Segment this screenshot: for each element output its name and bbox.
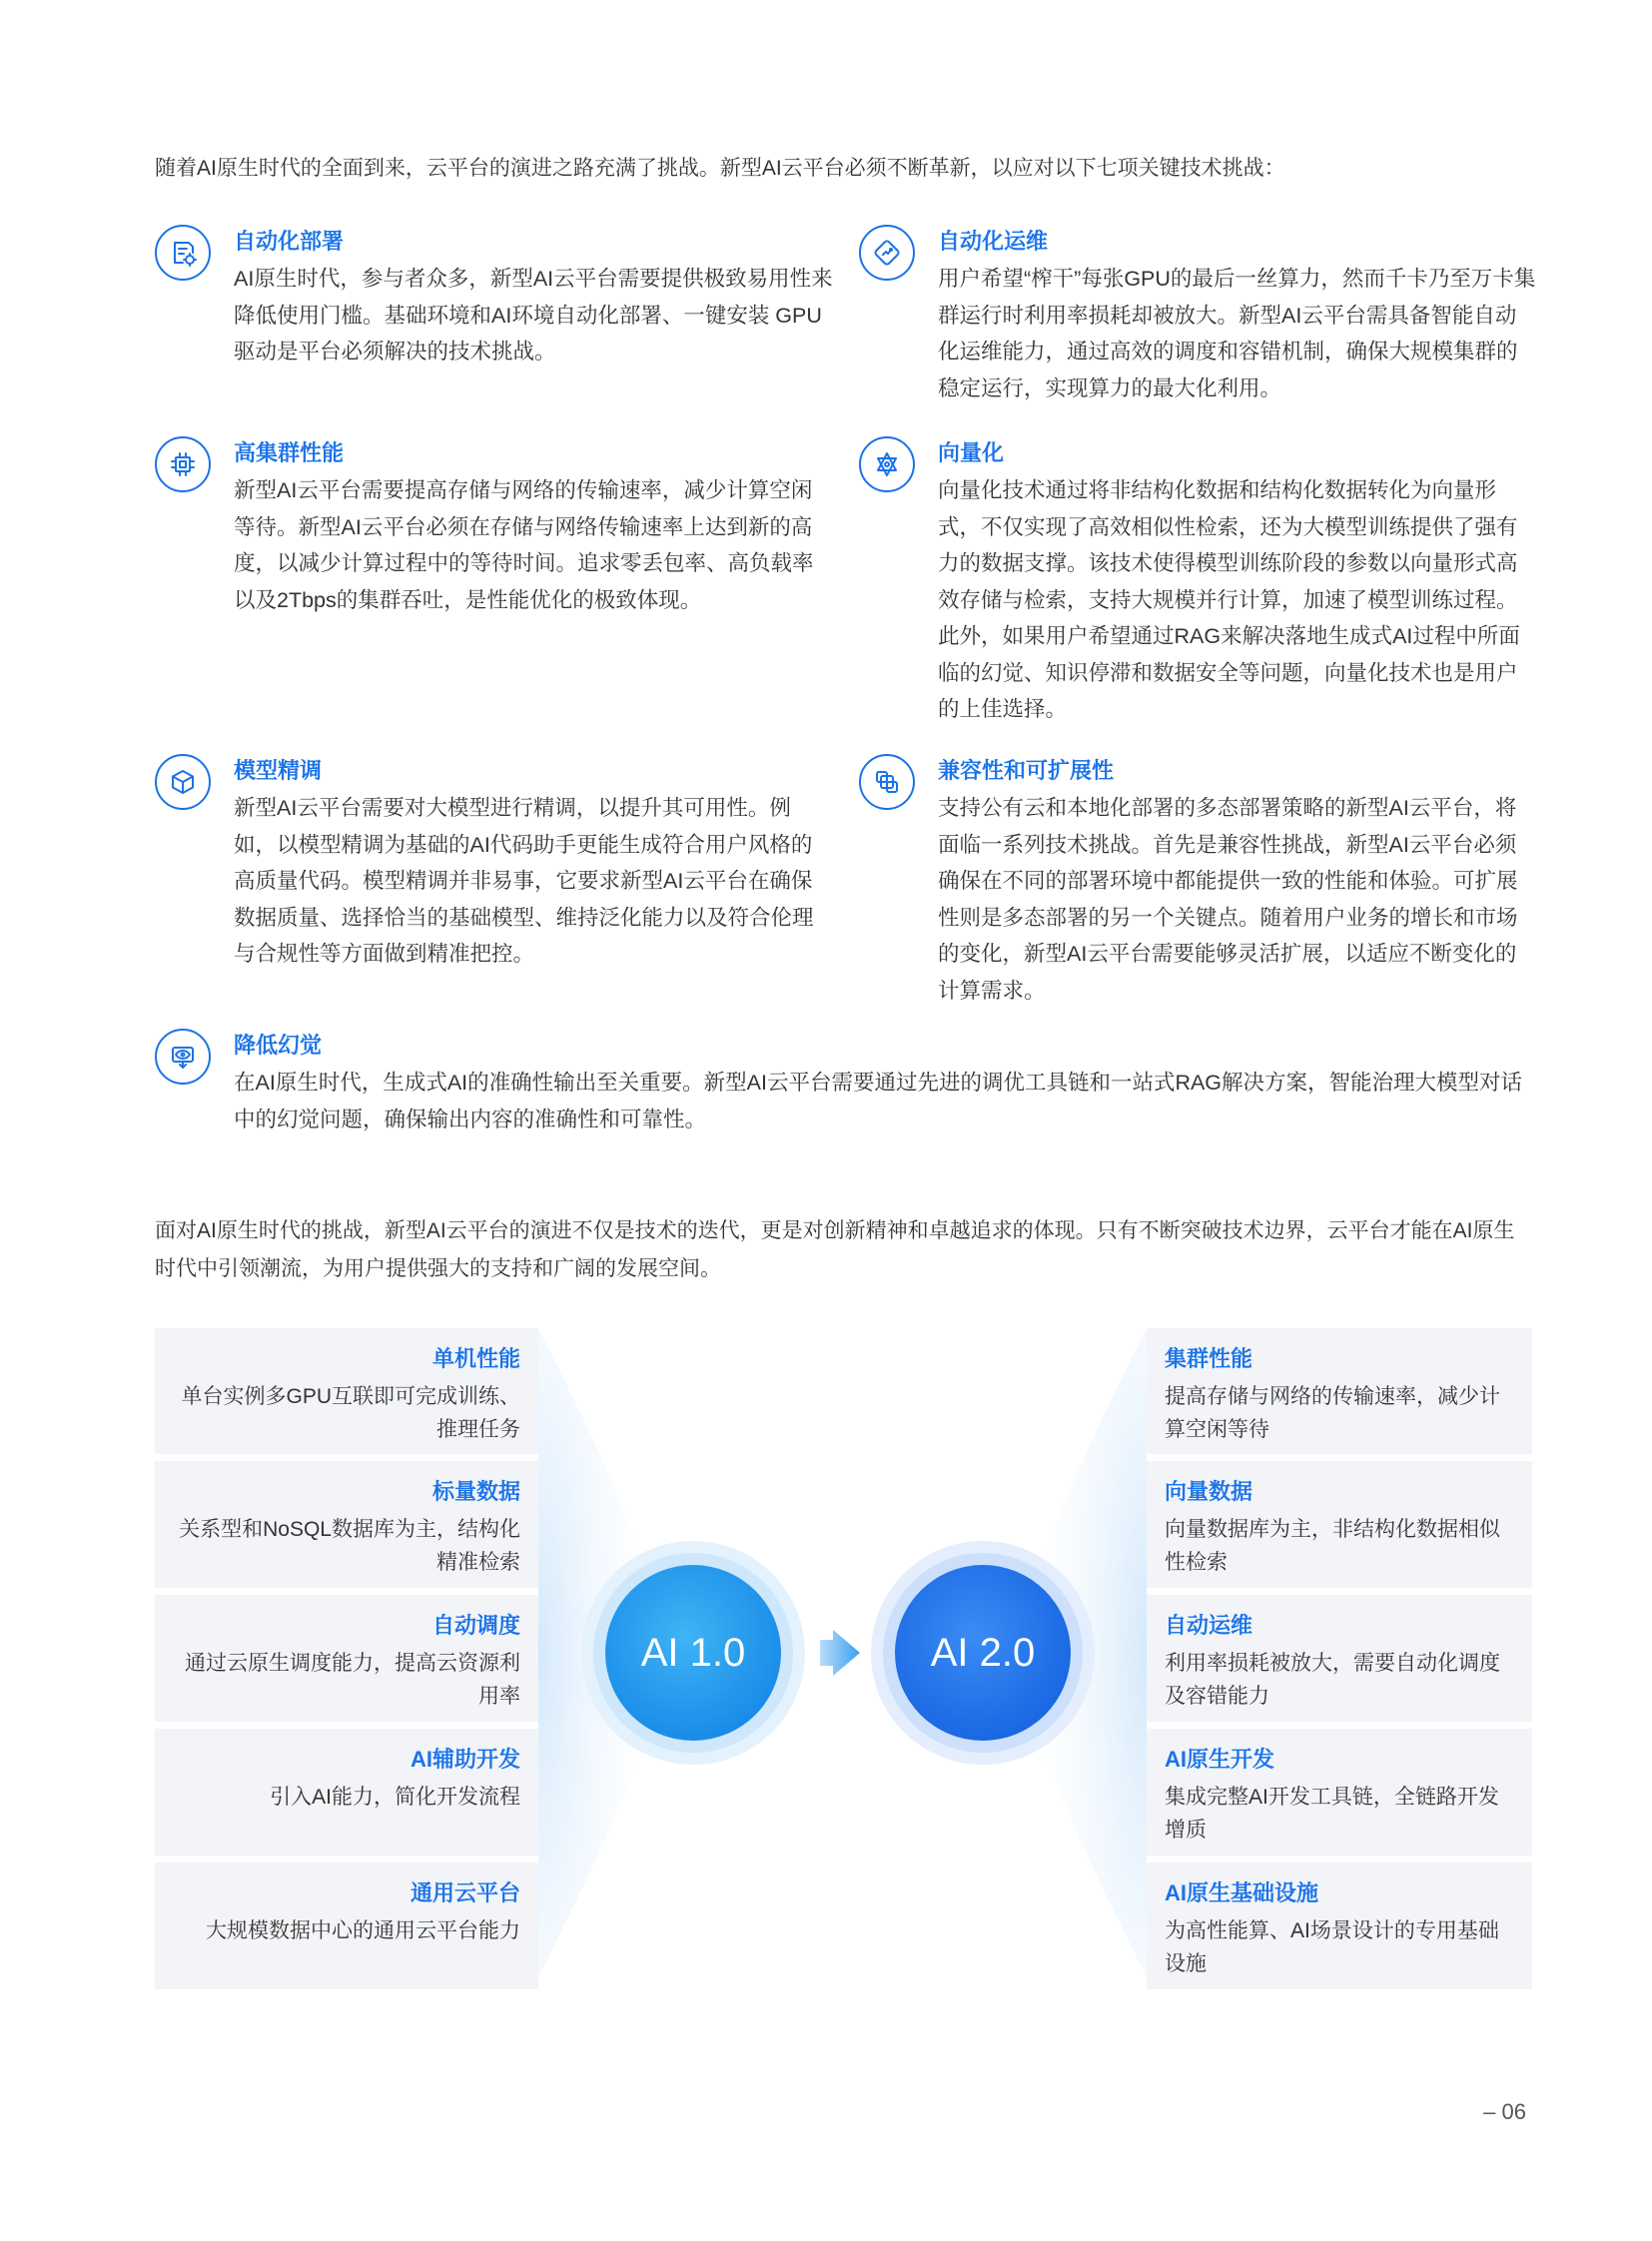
feature-title: 自动化运维 — [938, 229, 1049, 254]
feature-desc: AI原生时代，参与者众多，新型AI云平台需要提供极致易用性来降低使用门槛。基础环境和AI环境自动化部署、一键安装 GPU驱动是平台必须解决的技术挑战。 — [234, 267, 833, 364]
feature-desc: 支持公有云和本地化部署的多态部署策略的新型AI云平台，将面临一系列技术挑战。首先是兼容性挑战，新型AI云平台必须确保在不同的部署环境中都能提供一致的性能和体验。可扩展性则是多态部署的另一个关键点。随着用户业务的增长和市场的变化，新型AI云平台需要能够灵活扩展，以适应不断变化的计算需求。 — [938, 796, 1518, 1003]
arrow-right-icon — [820, 1630, 860, 1676]
feature-vectorization — [859, 436, 1538, 721]
ai2-card — [1147, 1328, 1532, 1454]
intro-paragraph: 随着AI原生时代的全面到来，云平台的演进之路充满了挑战。新型AI云平台必须不断革新，以应对以下七项关键技术挑战： — [155, 157, 1285, 180]
feature-cluster-performance — [155, 436, 834, 636]
card-title: 向量数据 — [1165, 1479, 1253, 1504]
feature-desc: 用户希望“榨干”每张GPU的最后一丝算力，然而千卡乃至万卡集群运行时利用率损耗却被放大。新型AI云平台需具备智能自动化运维能力，通过高效的调度和容错机制，确保大规模集群的稳定运行，实现算力的最大化利用。 — [938, 267, 1536, 400]
card-desc: 引入AI能力，简化开发流程 — [270, 1786, 520, 1809]
ai-evolution-diagram — [538, 1328, 1147, 1977]
summary-paragraph: 面对AI原生时代的挑战，新型AI云平台的演进不仅是技术的迭代，更是对创新精神和卓越追求的体现。只有不断突破技术边界，云平台才能在AI原生时代中引领潮流，为用户提供强大的支持和广阔的发展空间。 — [155, 1219, 1515, 1280]
ai2-card — [1147, 1863, 1532, 1989]
ops-icon — [859, 225, 915, 281]
card-title: AI原生基础设施 — [1165, 1880, 1319, 1905]
feature-desc: 新型AI云平台需要对大模型进行精调，以提升其可用性。例如，以模型精调为基础的AI代码助手更能生成符合用户风格的高质量代码。模型精调并非易事，它要求新型AI云平台在确保数据质量、选择恰当的基础模型、维持泛化能力以及符合伦理与合规性等方面做到精准把控。 — [234, 796, 814, 966]
ai2-card — [1147, 1595, 1532, 1722]
feature-desc: 在AI原生时代，生成式AI的准确性输出至关重要。新型AI云平台需要通过先进的调优工具链和一站式RAG解决方案，智能治理大模型对话中的幻觉问题，确保输出内容的准确性和可靠性。 — [234, 1071, 1523, 1131]
card-title: 自动运维 — [1165, 1613, 1253, 1638]
ai1-card — [155, 1595, 538, 1722]
card-title: AI辅助开发 — [410, 1747, 520, 1772]
feature-model-finetune — [155, 754, 834, 974]
card-title: AI原生开发 — [1165, 1747, 1275, 1772]
card-desc: 关系型和NoSQL数据库为主，结构化精准检索 — [179, 1518, 520, 1574]
card-title: 集群性能 — [1165, 1346, 1253, 1371]
ai1-card — [155, 1863, 538, 1989]
feature-auto-deploy — [155, 225, 834, 384]
ai2-card — [1147, 1461, 1532, 1588]
card-desc: 向量数据库为主，非结构化数据相似性检索 — [1165, 1518, 1500, 1574]
card-desc: 提高存储与网络的传输速率，减少计算空闲等待 — [1165, 1385, 1500, 1441]
ai2-label: AI 2.0 — [930, 1631, 1036, 1675]
feature-reduce-hallucination — [155, 1029, 1538, 1148]
feature-title: 降低幻觉 — [234, 1033, 323, 1058]
card-desc: 大规模数据中心的通用云平台能力 — [206, 1919, 520, 1942]
card-title: 单机性能 — [431, 1346, 520, 1371]
feature-title: 高集群性能 — [234, 440, 345, 465]
vector-icon — [859, 436, 915, 492]
compatibility-icon — [859, 754, 915, 810]
ai1-card — [155, 1729, 538, 1856]
page-number: – 06 — [1483, 2099, 1526, 2124]
card-desc: 单台实例多GPU互联即可完成训练、推理任务 — [181, 1385, 520, 1441]
feature-title: 兼容性和可扩展性 — [938, 758, 1115, 783]
feature-desc: 向量化技术通过将非结构化数据和结构化数据转化为向量形式，不仅实现了高效相似性检索，还为大模型训练提供了强有力的数据支撑。该技术使得模型训练阶段的参数以向量形式高效存储与检索，支持大规模并行计算，加速了模型训练过程。此外，如果用户希望通过RAG来解决落地生成式AI过程中所面临的幻觉、知识停滞和数据安全等问题，向量化技术也是用户的上佳选择。 — [938, 478, 1520, 721]
chip-icon — [155, 436, 211, 492]
card-title: 自动调度 — [431, 1613, 520, 1638]
card-desc: 集成完整AI开发工具链，全链路开发增质 — [1165, 1786, 1499, 1842]
card-desc: 通过云原生调度能力，提高云资源利用率 — [185, 1652, 520, 1708]
feature-title: 自动化部署 — [234, 229, 345, 254]
feature-auto-ops — [859, 225, 1538, 404]
deploy-icon — [155, 225, 211, 281]
eye-icon — [155, 1029, 211, 1085]
ai1-card — [155, 1328, 538, 1454]
card-title: 标量数据 — [431, 1479, 520, 1504]
card-desc: 为高性能算、AI场景设计的专用基础设施 — [1165, 1919, 1499, 1975]
ai1-card — [155, 1461, 538, 1588]
feature-title: 模型精调 — [234, 758, 323, 783]
model-cube-icon — [155, 754, 211, 810]
card-desc: 利用率损耗被放大，需要自动化调度及容错能力 — [1165, 1652, 1500, 1708]
ai1-label: AI 1.0 — [640, 1631, 746, 1675]
feature-compatibility — [859, 754, 1538, 1003]
feature-title: 向量化 — [938, 440, 1005, 465]
feature-desc: 新型AI云平台需要提高存储与网络的传输速率，减少计算空闲等待。新型AI云平台必须在存储与网络传输速率上达到新的高度，以减少计算过程中的等待时间。追求零丢包率、高负载率以及2Tbps的集群吞吐，是性能优化的极致体现。 — [234, 478, 814, 612]
card-title: 通用云平台 — [410, 1880, 520, 1905]
ai2-card — [1147, 1729, 1532, 1856]
